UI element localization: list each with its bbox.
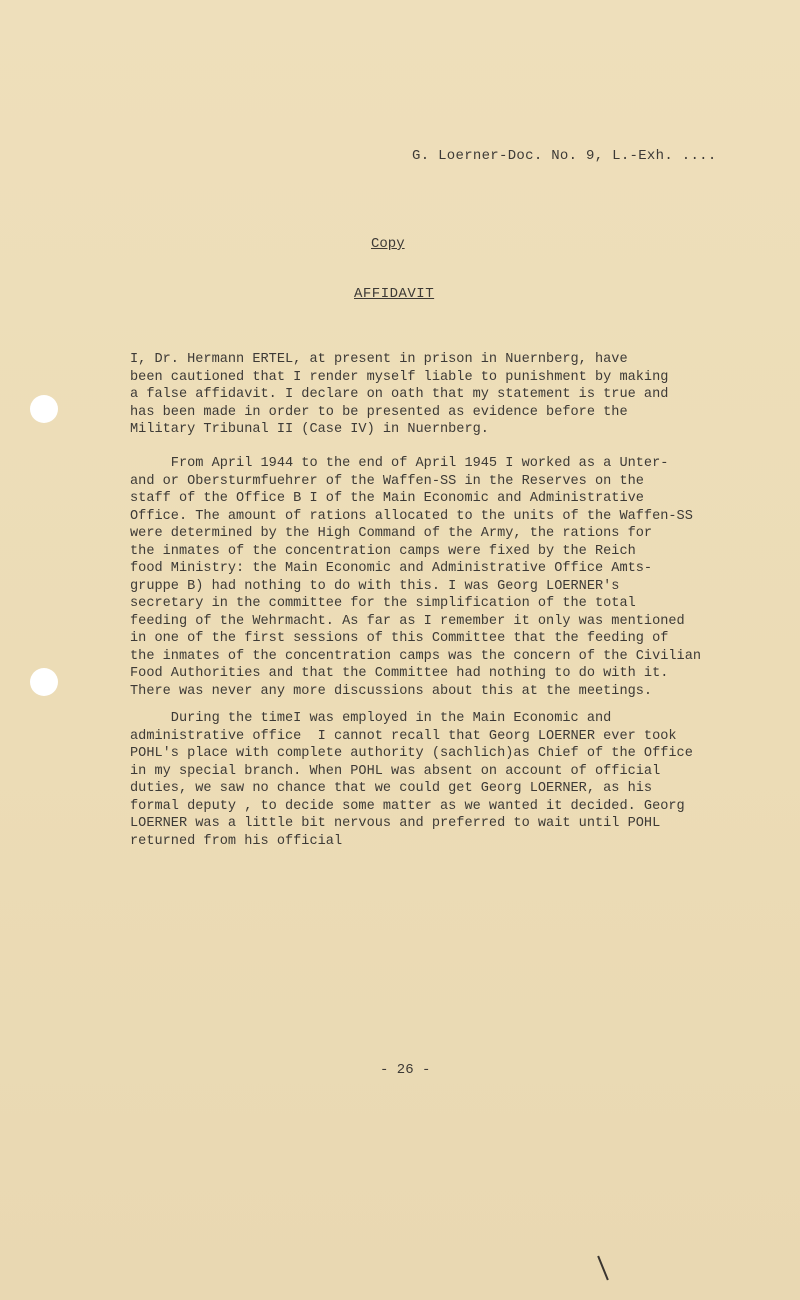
text-line: feeding of the Wehrmacht. As far as I remember it only was mentioned	[130, 613, 685, 629]
text-line: secretary in the committee for the simplification of the total	[130, 596, 636, 611]
text-line: and or Obersturmfuehrer of the Waffen-SS in the Reserves on the	[130, 473, 644, 489]
punch-hole-top	[30, 395, 58, 423]
text-line: the inmates of the concentration camps were fixed by the Reich	[130, 543, 636, 559]
text-line: administrative office I cannot recall that Georg LOERNER ever took	[130, 728, 677, 744]
paragraph-rations	[130, 455, 720, 700]
text-line: staff of the Office B I of the Main Economic and Administrative	[130, 491, 644, 506]
text-line: LOERNER was a little bit nervous and preferred to wait until POHL	[130, 816, 661, 831]
punch-hole-bottom	[30, 668, 58, 696]
document-reference: G. Loerner-Doc. No. 9, L.-Exh. ....	[412, 148, 717, 164]
text-line: From April 1944 to the end of April 1945 I worked as a Unter-	[130, 456, 669, 471]
text-line: a false affidavit. I declare on oath that my statement is true and	[130, 387, 669, 402]
text-line: returned from his official	[130, 833, 343, 849]
text-line: been cautioned that I render myself liable to punishment by making	[130, 369, 669, 385]
text-line: in one of the first sessions of this Committee that the feeding of	[130, 631, 669, 646]
paragraph-deputy	[130, 710, 720, 850]
pen-mark	[597, 1256, 609, 1281]
text-line: During the timeI was employed in the Main Economic and	[130, 711, 612, 726]
text-line: duties, we saw no chance that we could get Georg LOERNER, as his	[130, 781, 653, 796]
text-line: formal deputy , to decide some matter as we wanted it decided. Georg	[130, 798, 685, 814]
text-line: the inmates of the concentration camps was the concern of the Civilian	[130, 648, 702, 664]
paragraph-oath	[130, 351, 720, 439]
text-line: were determined by the High Command of the Army, the rations for	[130, 526, 653, 541]
document-title: AFFIDAVIT	[354, 286, 435, 302]
text-line: POHL's place with complete authority (sachlich)as Chief of the Office	[130, 746, 693, 761]
text-line: food Ministry: the Main Economic and Administrative Office Amts-	[130, 561, 653, 576]
text-line: Military Tribunal II (Case IV) in Nuernberg.	[130, 422, 489, 437]
text-line: in my special branch. When POHL was absent on account of official	[130, 763, 661, 779]
text-line: Food Authorities and that the Committee had nothing to do with it.	[130, 666, 669, 681]
copy-label: Copy	[371, 236, 405, 252]
text-line: has been made in order to be presented as evidence before the	[130, 404, 628, 420]
text-line: Office. The amount of rations allocated to the units of the Waffen-SS	[130, 508, 693, 524]
text-line: gruppe B) had nothing to do with this. I was Georg LOERNER's	[130, 578, 620, 594]
page-number: - 26 -	[380, 1062, 431, 1078]
text-line: There was never any more discussions about this at the meetings.	[130, 683, 653, 699]
text-line: I, Dr. Hermann ERTEL, at present in prison in Nuernberg, have	[130, 352, 628, 367]
